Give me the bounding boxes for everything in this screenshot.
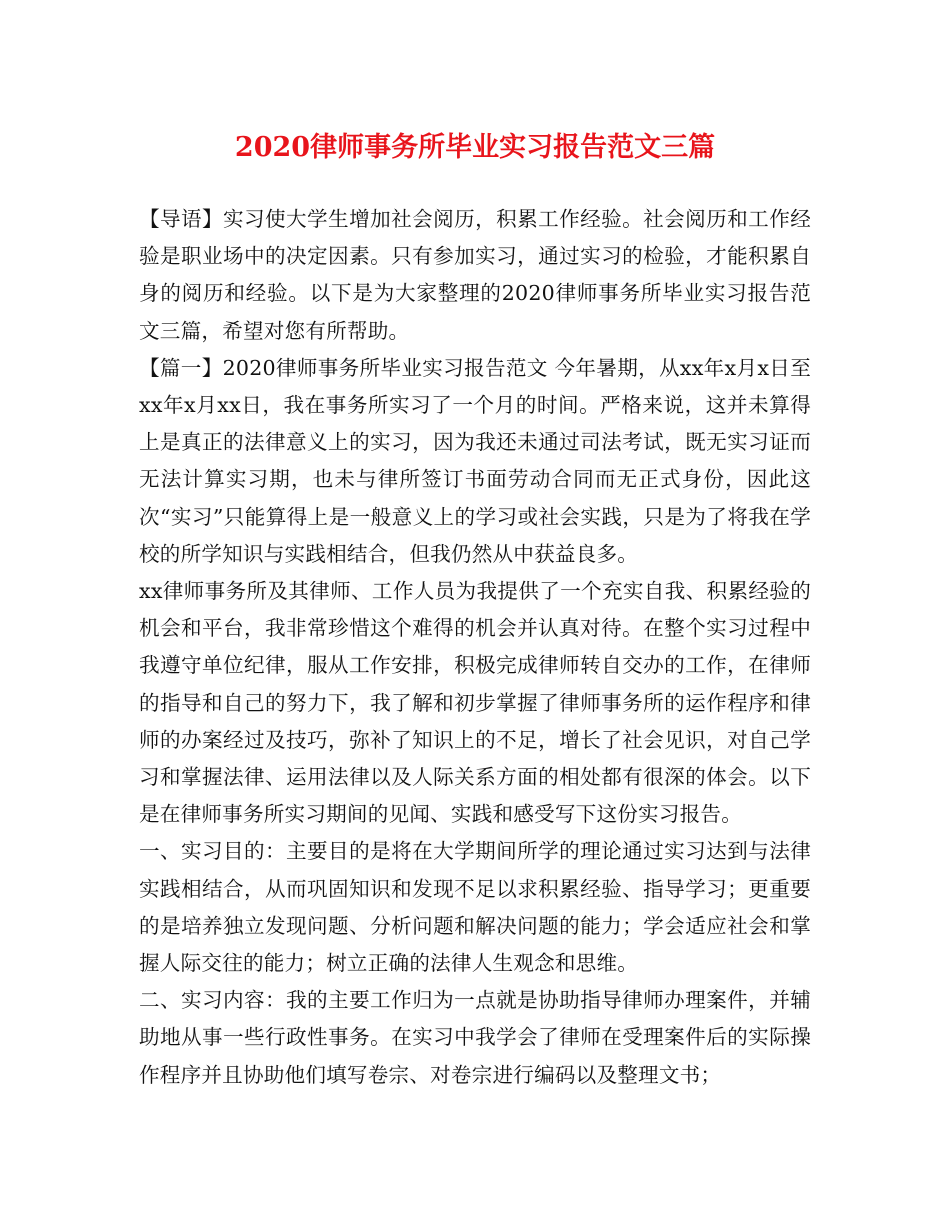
paragraph-part-one: 【篇一】2020律师事务所毕业实习报告范文 今年暑期，从xx年x月x日至xx年x月xx日，我在事务所实习了一个月的时间。严格来说，这并未算得上是真正的法律意义上的实习，因为我还未通过司法考试，既无实习证而无法计算实习期，也未与律所签订书面劳动合同而无正式身份，因此这次“实习”只能算得上是一般意义上的学习或社会实践，只是为了将我在学校的所学知识与实践相结合，但我仍然从中获益良多。 (139, 355, 811, 566)
document-body (139, 201, 811, 1094)
document-title: 2020律师事务所毕业实习报告范文三篇 (234, 132, 716, 163)
paragraph-law-firm: xx律师事务所及其律师、工作人员为我提供了一个充实自我、积累经验的机会和平台，我非常珍惜这个难得的机会并认真对待。在整个实习过程中我遵守单位纪律，服从工作安排，积极完成律师转自交办的工作，在律师的指导和自己的努力下，我了解和初步掌握了律师事务所的运作程序和律师的办案经过及技巧，弥补了知识上的不足，增长了社会见识，对自己学习和掌握法律、运用法律以及人际关系方面的相处都有很深的体会。以下是在律师事务所实习期间的见闻、实践和感受写下这份实习报告。 (139, 579, 811, 827)
paragraph-intro: 【导语】实习使大学生增加社会阅历，积累工作经验。社会阅历和工作经验是职业场中的决定因素。只有参加实习，通过实习的检验，才能积累自身的阅历和经验。以下是为大家整理的2020律师事务所毕业实习报告范文三篇，希望对您有所帮助。 (139, 207, 811, 343)
paragraph-purpose: 一、实习目的：主要目的是将在大学期间所学的理论通过实习达到与法律实践相结合，从而巩固知识和发现不足以求积累经验、指导学习；更重要的是培养独立发现问题、分析问题和解决问题的能力；学会适应社会和掌握人际交往的能力；树立正确的法律人生观念和思维。 (139, 839, 811, 976)
paragraph-content: 二、实习内容：我的主要工作归为一点就是协助指导律师办理案件，并辅助地从事一些行政性事务。在实习中我学会了律师在受理案件后的实际操作程序并且协助他们填写卷宗、对卷宗进行编码以及整理文书； (139, 988, 811, 1087)
